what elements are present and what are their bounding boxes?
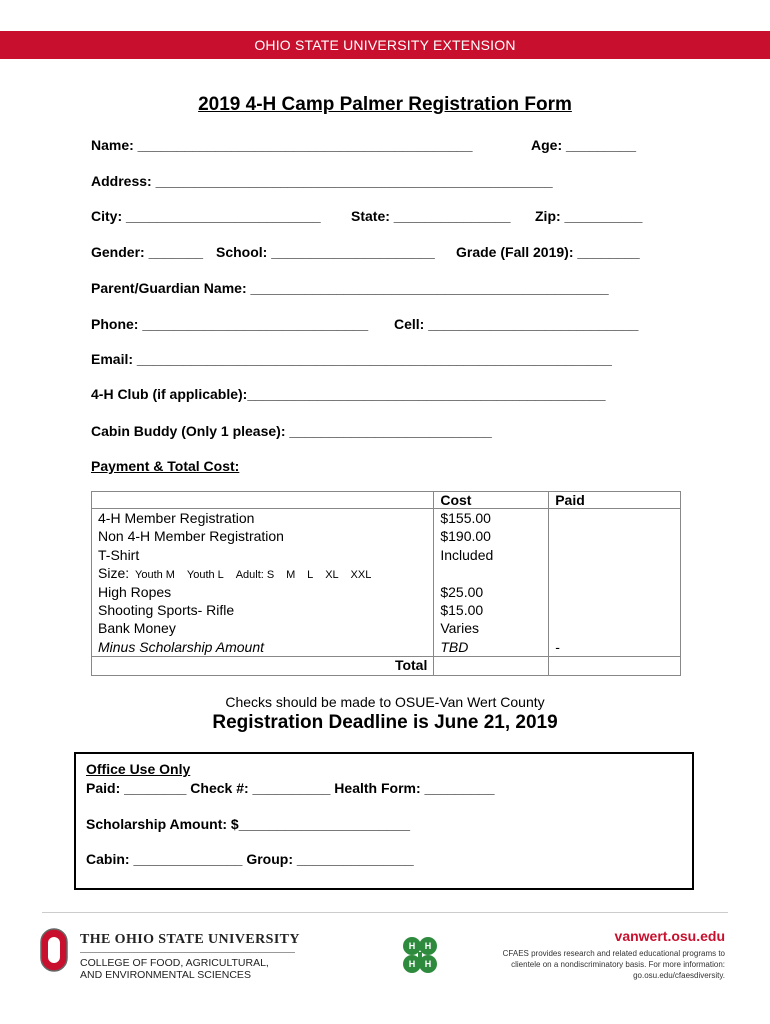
form-title: 2019 4-H Camp Palmer Registration Form <box>198 94 572 115</box>
cost-column-header: Cost <box>434 492 549 509</box>
size-option[interactable]: Youth M <box>135 569 175 582</box>
university-rule <box>80 952 295 953</box>
extension-banner <box>0 31 770 59</box>
paid-column-header: Paid <box>549 492 681 509</box>
gender-field[interactable]: Gender: _______ <box>91 244 204 260</box>
payment-heading: Payment & Total Cost: <box>91 458 240 474</box>
item-member-registration: 4-H Member Registration <box>98 510 255 526</box>
college-line-2: AND ENVIRONMENTAL SCIENCES <box>80 969 251 981</box>
scholarship-paid-value: - <box>555 638 560 655</box>
size-option[interactable]: Youth L <box>186 569 224 582</box>
cost-value: $190.00 <box>440 528 491 545</box>
svg-text:H: H <box>424 941 432 951</box>
university-name: THE OHIO STATE UNIVERSITY <box>80 932 300 947</box>
four-h-clover-icon <box>396 932 444 980</box>
zip-field[interactable]: Zip: __________ <box>535 208 643 224</box>
school-field[interactable]: School: _____________________ <box>216 244 435 260</box>
office-scholarship-line[interactable]: Scholarship Amount: $______________________ <box>86 816 411 832</box>
size-option[interactable]: XL <box>325 569 339 582</box>
grade-field[interactable]: Grade (Fall 2019): ________ <box>456 244 640 260</box>
cfaes-disclaimer: CFAES provides research and related educational programs to clientele on a nondiscriminatory basis. For more information: go.osu.edu/cfaesdiversity. <box>502 949 725 980</box>
item-bank-money: Bank Money <box>98 620 176 637</box>
office-cabin-line[interactable]: Cabin: ______________ Group: _______________ <box>86 851 414 867</box>
office-paid-line[interactable]: Paid: ________ Check #: __________ Health Form: _________ <box>86 780 495 796</box>
college-line-1: COLLEGE OF FOOD, AGRICULTURAL, <box>80 957 269 969</box>
svg-text:H: H <box>408 941 416 951</box>
cost-value: $15.00 <box>440 601 484 618</box>
item-scholarship: Minus Scholarship Amount <box>98 638 265 655</box>
block-o-logo-icon <box>40 928 68 972</box>
registration-deadline: Registration Deadline is June 21, 2019 <box>212 712 558 733</box>
total-label: Total <box>92 657 434 676</box>
address-field[interactable]: Address: ___________________________________________________ <box>91 173 553 189</box>
svg-text:H: H <box>424 959 432 969</box>
table-row <box>92 509 681 657</box>
footer-divider <box>42 912 728 913</box>
size-option[interactable]: XXL <box>350 569 372 582</box>
total-row <box>92 657 681 676</box>
svg-text:H: H <box>408 959 416 969</box>
phone-field[interactable]: Phone: _____________________________ <box>91 316 369 332</box>
tshirt-size-row <box>98 564 427 582</box>
item-high-ropes: High Ropes <box>98 583 172 600</box>
city-field[interactable]: City: _________________________ <box>91 208 321 224</box>
college-name <box>80 957 269 981</box>
cabin-buddy-field[interactable]: Cabin Buddy (Only 1 please): __________________________ <box>91 423 492 439</box>
banner-text: OHIO STATE UNIVERSITY EXTENSION <box>254 37 516 53</box>
office-heading: Office Use Only <box>86 761 191 777</box>
cell-field[interactable]: Cell: ___________________________ <box>394 316 639 332</box>
item-shooting-sports: Shooting Sports- Rifle <box>98 601 235 618</box>
cost-value: $155.00 <box>440 510 491 526</box>
costs-cell <box>434 509 549 657</box>
parent-field[interactable]: Parent/Guardian Name: ______________________________________________ <box>91 280 609 296</box>
size-option[interactable]: M <box>286 569 296 582</box>
size-label: Size: <box>98 565 130 582</box>
cost-spacer <box>440 564 542 582</box>
checks-note: Checks should be made to OSUE-Van Wert County <box>225 694 545 710</box>
size-option[interactable]: L <box>307 569 314 582</box>
item-tshirt: T-Shirt <box>98 546 140 563</box>
table-header-row <box>92 492 681 509</box>
payment-table <box>91 491 681 676</box>
items-cell <box>92 509 434 657</box>
paid-cell[interactable] <box>549 509 681 657</box>
cost-value: Included <box>440 546 494 563</box>
email-field[interactable]: Email: _____________________________________________________________ <box>91 351 612 367</box>
cost-value: $25.00 <box>440 583 484 600</box>
website-link[interactable]: vanwert.osu.edu <box>614 928 725 944</box>
item-non-member-registration: Non 4-H Member Registration <box>98 528 284 545</box>
office-use-box <box>74 752 694 890</box>
size-option[interactable]: Adult: S <box>235 569 275 582</box>
club-field[interactable]: 4-H Club (if applicable):______________________________________________ <box>91 386 606 402</box>
state-field[interactable]: State: _______________ <box>351 208 511 224</box>
total-paid-cell[interactable] <box>549 657 681 676</box>
total-cost-cell <box>434 657 549 676</box>
cost-value: TBD <box>440 638 469 655</box>
cost-value: Varies <box>440 620 479 637</box>
age-field[interactable]: Age: _________ <box>531 137 637 153</box>
name-field[interactable]: Name: ___________________________________________ <box>91 137 473 153</box>
item-column-header <box>92 492 434 509</box>
